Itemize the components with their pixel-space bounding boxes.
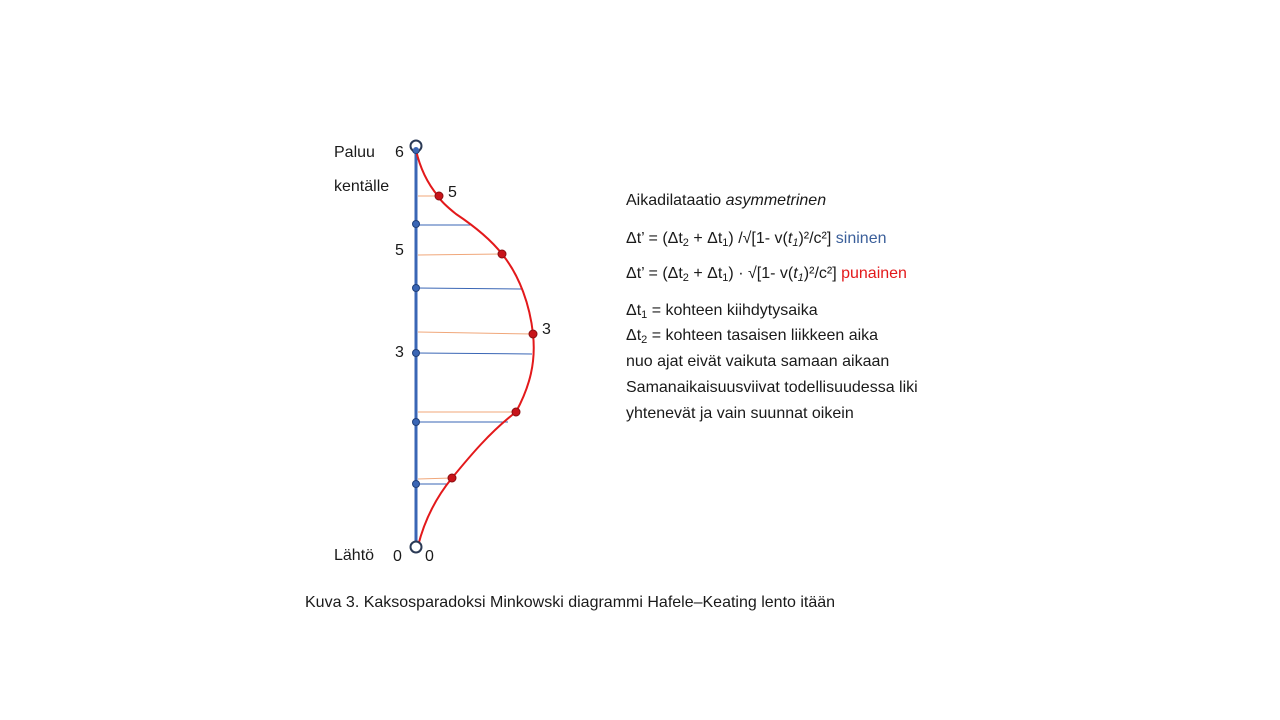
figure-caption: Kuva 3. Kaksosparadoksi Minkowski diagrammi Hafele–Keating lento itään (305, 594, 836, 611)
simul-line-blue (416, 353, 532, 354)
note-line-2: Samanaikaisuusviivat todellisuudessa liki (626, 379, 918, 396)
event-dot-blue (413, 481, 420, 488)
definition-t1: $\Delta t_1$ = kohteen kiihdytysaika (626, 302, 818, 321)
departure-label: Lähtö (334, 547, 375, 564)
axis-label-6: 6 (395, 144, 404, 161)
axis-label-5: 5 (395, 242, 404, 259)
curve-label-5: 5 (448, 184, 457, 201)
start-point-marker (411, 542, 422, 553)
event-dot-blue (413, 285, 420, 292)
field-label: kentälle (334, 178, 390, 195)
traveller-worldline (416, 150, 534, 546)
equation-red: Δt’ = $(\Delta t_2 + \Delta t_1) \cdot √[1-$ $v(t_1)^2/c^2$] punainen (626, 265, 907, 284)
simul-line-orange (418, 478, 452, 479)
event-dot-blue (413, 350, 420, 357)
event-dot-blue (413, 419, 420, 426)
event-dot-blue (413, 221, 420, 228)
return-label: Paluu (334, 144, 375, 161)
event-dot-red (529, 330, 537, 338)
equation-red-color-word: punainen (841, 265, 907, 282)
simul-line-blue (416, 288, 521, 289)
curve-label-0: 0 (425, 548, 434, 565)
heading: Aikadilataatio asymmetrinen (626, 192, 827, 209)
simul-line-orange (418, 254, 502, 255)
event-dot-red (448, 474, 456, 482)
note-line-1: nuo ajat eivät vaikuta samaan aikaan (626, 353, 890, 370)
simul-line-orange (418, 332, 533, 334)
equation-blue: Δt’ = $(\Delta t_2 + \Delta t_1)$ /√[1- $v(t_1)^2/c^2$] sininen (626, 230, 887, 249)
definition-t2: $\Delta t_2$ = kohteen tasaisen liikkeen aika (626, 327, 879, 346)
event-dot-red (512, 408, 520, 416)
curve-label-3: 3 (542, 321, 551, 338)
axis-label-3: 3 (395, 344, 404, 361)
equation-blue-color-word: sininen (835, 230, 887, 247)
event-dot-red (435, 192, 443, 200)
event-dot-blue (413, 147, 419, 153)
note-line-3: yhtenevät ja vain suunnat oikein (626, 405, 854, 422)
event-dot-red (498, 250, 506, 258)
axis-label-0: 0 (393, 548, 402, 565)
